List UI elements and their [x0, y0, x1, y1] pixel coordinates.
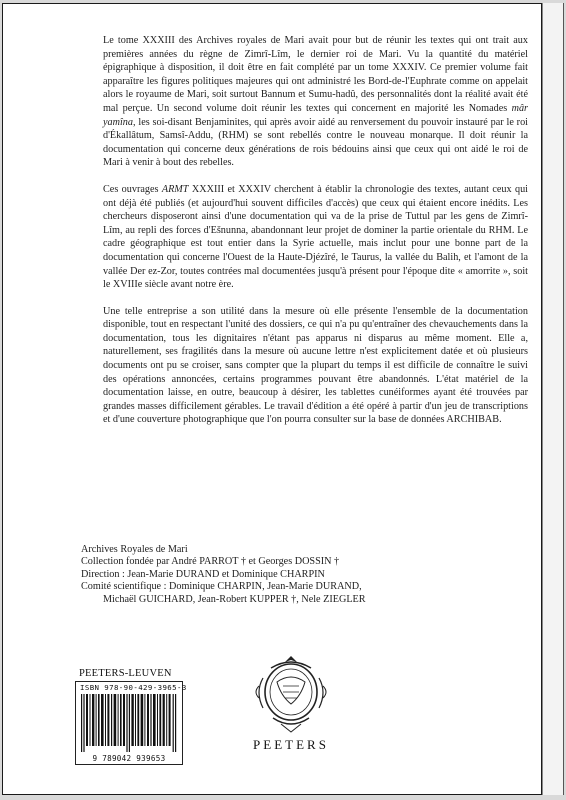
series-title: Archives Royales de Mari: [81, 544, 188, 555]
series-committee-line-1: Comité scientifique : Dominique CHARPIN, Jean-Marie DURAND,: [81, 581, 362, 593]
blurb-text: [103, 34, 528, 440]
paragraph-2-italic: ARMT: [161, 183, 189, 195]
series-direction: Direction : Jean-Marie DURAND et Dominique CHARPIN: [81, 568, 325, 580]
paragraph-2: [103, 183, 528, 292]
publisher-brand: PEETERS: [253, 737, 329, 752]
series-committee-line-2: Michaël GUICHARD, Jean-Robert KUPPER †, Nele ZIEGLER: [103, 593, 366, 605]
spine-edge: [542, 3, 564, 795]
paragraph-2-lead: Ces ouvrages: [103, 183, 159, 195]
series-founders: Collection fondée par André PARROT † et Georges DOSSIN †: [81, 556, 340, 568]
back-cover: [2, 3, 542, 795]
paragraph-1-rest: , les soi-disant Benjaminites, qui après avoir aidé au renversement du pouvoir instauré par le roi d'Ékallâtum, Samsî-Addu, (RHM) se sont rebellés contre le nouveau monarque. Il doit réunir la documentation qui concerne deux générations de rois bédouins ainsi que ceux qui ont aidé le roi de Mari à venir à bout des rebelles.: [103, 116, 528, 169]
paragraph-2-text: XXXIII et XXXIV cherchent à établir la chronologie des textes, autant ceux qui ont déjà été publiés (et aujourd'hui souvent difficiles d'accès) que ceux qui étaient encore inédits. Les chercheurs disposeront ainsi d'une documentation qui va de la prise de Tuttul par les gens de Zimrî-Lîm, au repli des forces d'Ešnunna, abandonnant leur projet de dominer la partie orientale du RHM. Le cadre géographique est tout entier dans la Syrie actuelle, mais inclut pour une bonne part de la documentation qui concerne l'Ouest de la Haute-Djézîré, le Taurus, la vallée du Balih, et l'amont de la vallée Der ez-Zor, toutes contrées mal documentées jusqu'à présent pour l'époque dite « amorrite », soit le XVIIIe siècle avant notre ère.: [103, 183, 529, 291]
paragraph-1-text: Le tome XXXIII des Archives royales de Mari avait pour but de réunir les textes qui ont trait aux premières années du règne de Zimrî-Lîm, le dernier roi de Mari. Vu la quantité du matériel épigraphique à disposition, il doit être en fait complété par un tome XXXIV. Ce premier volume fait apparaître les figures politiques majeures qui ont administré les Bord-de-l'Euphrate comme on appelait alors le royaume de Mari, soit surtout Bannum et Sumu-hadû, des personnalités dont la réalité avait été mal perçue. Un second volume doit réunir les textes qui concernent en majorité les Nomades: [103, 35, 528, 114]
paragraph-1: [103, 34, 528, 170]
barcode-box: [75, 681, 187, 765]
barcode-icon: [81, 694, 177, 752]
paragraph-1-italic: mâr yamîna: [103, 102, 529, 128]
paragraph-3: Une telle entreprise a son utilité dans la mesure où elle présente l'ensemble de la documentation disponible, tout en respectant l'unité des dossiers, ce qui n'a pu qu'entraîner des chevauchements dans la documentation, tous les dignitaires n'étant pas apparus ni disparus au même moment. Elle a, naturellement, ses fragilités dans la mesure où aucune lettre n'est explicitement datée et où plusieurs documents ont pu se croiser, sans compter que la plupart du temps il est difficile de connaître le suivi des opérations annoncées, certains programmes pouvant être abandonnés. L'état matériel de la documentation laisse, en outre, beaucoup à désirer, les tablettes cunéiformes ayant été trouvées par grandes masses difficilement gérables. Le travail d'édition a été opéré à partir d'un jeu de transcriptions et d'une couverture photographique que l'on pourra consulter sur la base de données ARCHIBAB.: [103, 305, 528, 426]
publisher-label: PEETERS-LEUVEN: [79, 668, 172, 679]
barcode-digits: 9 789042 939653: [92, 754, 166, 763]
publisher-logo-icon: [247, 652, 335, 736]
isbn-text: ISBN 978-90-429-3965-3: [80, 683, 187, 692]
series-info: [81, 544, 501, 606]
